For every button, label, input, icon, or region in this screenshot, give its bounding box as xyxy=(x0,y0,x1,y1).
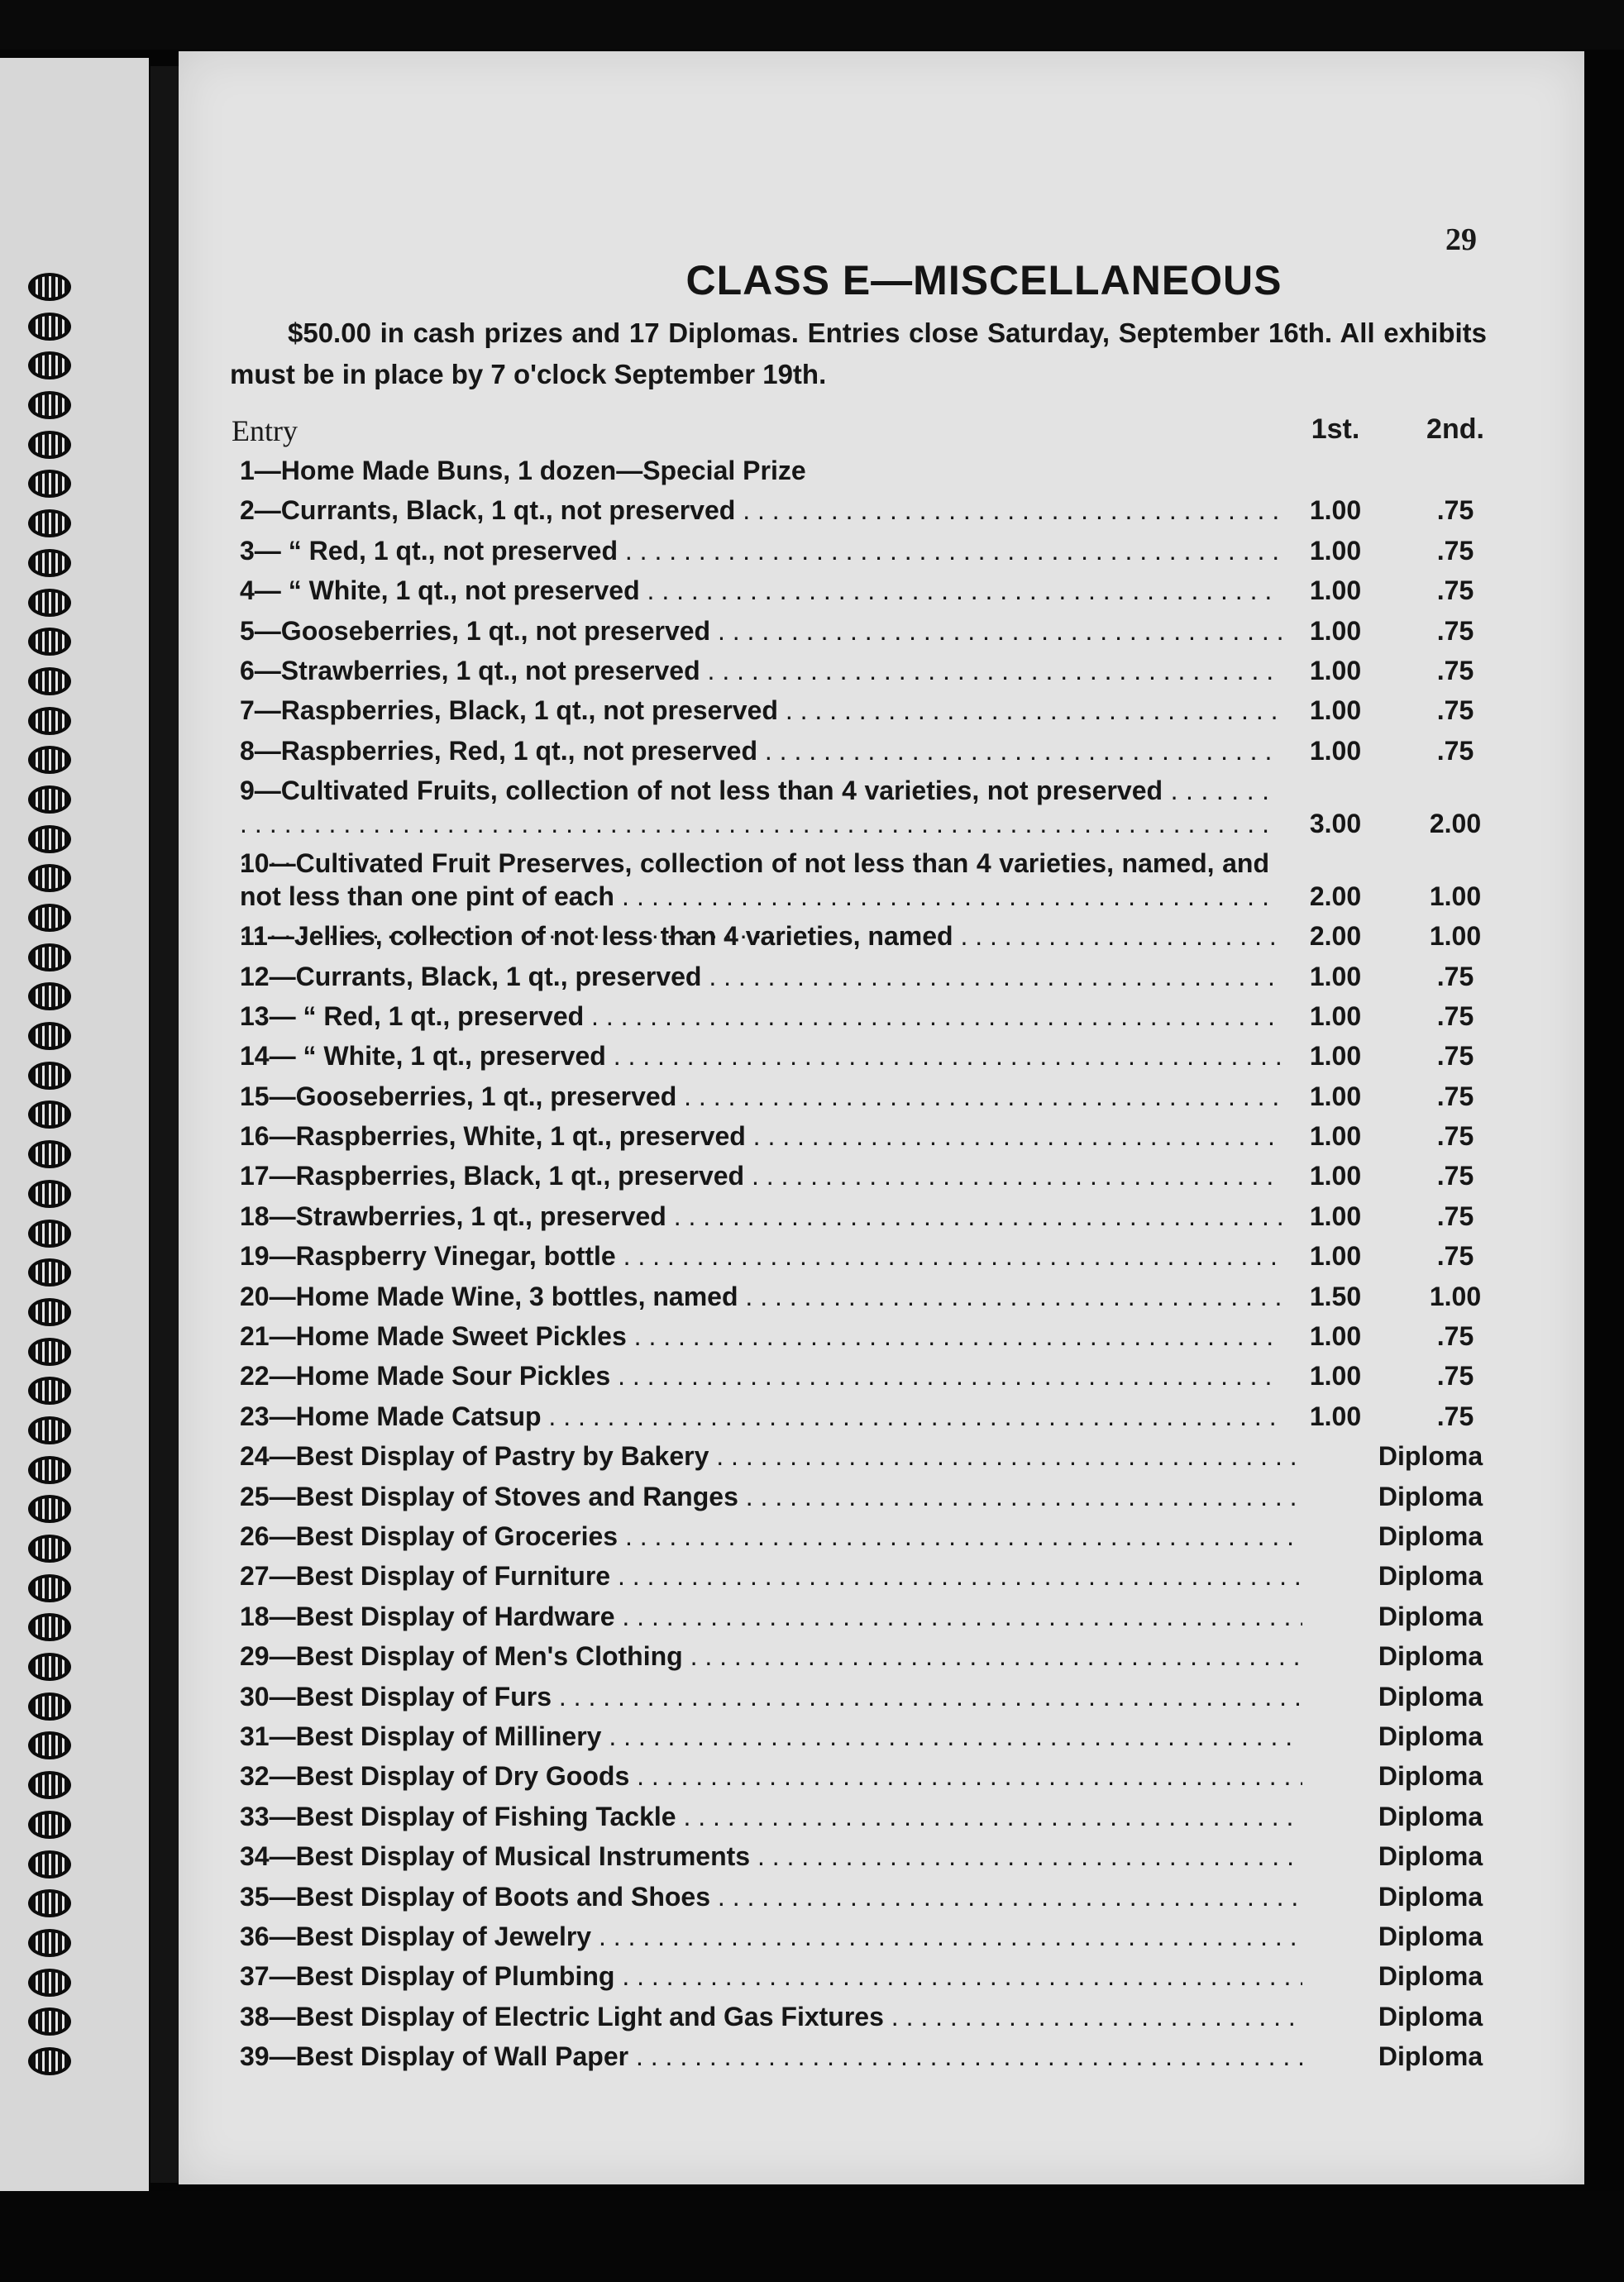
entry-description: 32—Best Display of Dry Goods . . . xyxy=(240,1759,1302,1793)
diploma-award: Diploma xyxy=(1378,1681,1483,1712)
diploma-award: Diploma xyxy=(1378,1721,1483,1751)
first-prize-amount: 1.00 xyxy=(1309,1201,1362,1231)
entry-row xyxy=(0,570,1624,610)
first-prize-amount: 1.00 xyxy=(1309,735,1362,766)
entry-description: 7—Raspberries, Black, 1 qt., not preserved . . . xyxy=(240,694,1282,727)
first-prize-amount: 1.00 xyxy=(1309,1321,1362,1352)
diploma-award: Diploma xyxy=(1378,1481,1483,1511)
entry-description: 37—Best Display of Plumbing . . . xyxy=(240,1960,1302,1993)
second-prize-amount: .75 xyxy=(1436,1361,1474,1392)
entry-row xyxy=(0,611,1624,651)
second-prize-amount: .75 xyxy=(1436,1161,1474,1191)
header-first-prize: 1st. xyxy=(1311,413,1360,445)
first-prize-amount: 2.00 xyxy=(1309,881,1362,912)
diploma-award: Diploma xyxy=(1378,1961,1483,1992)
header-second-prize: 2nd. xyxy=(1426,413,1484,445)
entry-description: 14— “ White, 1 qt., preserved . . . xyxy=(240,1039,1282,1072)
entry-row xyxy=(0,531,1624,570)
entry-description: 18—Strawberries, 1 qt., preserved . . . xyxy=(240,1200,1282,1233)
diploma-row xyxy=(0,1636,1624,1676)
diploma-row xyxy=(0,1836,1624,1876)
second-prize-amount: .75 xyxy=(1436,495,1474,526)
entry-row xyxy=(0,916,1624,956)
spiral-ring xyxy=(28,391,71,419)
entry-description: 10—Cultivated Fruit Preserves, collection of not less than 4 varieties, named, and not less than one pint of each . . . xyxy=(240,847,1269,946)
scan-bottom-border xyxy=(0,2191,1624,2282)
entry-description: 38—Best Display of Electric Light and Gas Fixtures . . . xyxy=(240,2000,1302,2033)
diploma-row xyxy=(0,1677,1624,1716)
first-prize-amount: 1.00 xyxy=(1309,1041,1362,1072)
diploma-row xyxy=(0,1436,1624,1476)
entry-description: 29—Best Display of Men's Clothing . . . xyxy=(240,1640,1302,1673)
second-prize-amount: 1.00 xyxy=(1429,921,1482,952)
diploma-award: Diploma xyxy=(1378,1641,1483,1672)
entry-description: 8—Raspberries, Red, 1 qt., not preserved . . . xyxy=(240,734,1282,767)
first-prize-amount: 1.50 xyxy=(1309,1281,1362,1311)
entry-row xyxy=(0,843,1624,916)
first-prize-amount: 1.00 xyxy=(1309,1241,1362,1272)
entry-description: 4— “ White, 1 qt., not preserved . . . xyxy=(240,574,1282,607)
entry-description: 21—Home Made Sweet Pickles . . . xyxy=(240,1320,1282,1353)
diploma-award: Diploma xyxy=(1378,1761,1483,1792)
first-prize-amount: 2.00 xyxy=(1309,921,1362,952)
first-prize-amount: 1.00 xyxy=(1309,1000,1362,1031)
first-prize-amount: 3.00 xyxy=(1309,809,1362,839)
entry-description: 5—Gooseberries, 1 qt., not preserved . . . xyxy=(240,614,1282,647)
entry-description: 17—Raspberries, Black, 1 qt., preserved . . . xyxy=(240,1159,1282,1192)
spiral-ring xyxy=(28,313,71,341)
diploma-row xyxy=(0,1756,1624,1796)
second-prize-amount: .75 xyxy=(1436,1241,1474,1272)
entry-description: 18—Best Display of Hardware . . . xyxy=(240,1600,1302,1633)
entry-row xyxy=(0,1156,1624,1196)
diploma-award: Diploma xyxy=(1378,1801,1483,1831)
entry-description: 6—Strawberries, 1 qt., not preserved . . . xyxy=(240,654,1282,687)
entry-description: 23—Home Made Catsup . . . xyxy=(240,1400,1282,1433)
scan-top-border xyxy=(0,0,1624,50)
diploma-award: Diploma xyxy=(1378,1921,1483,1951)
diploma-award: Diploma xyxy=(1378,1841,1483,1872)
first-prize-amount: 1.00 xyxy=(1309,961,1362,991)
entry-row xyxy=(0,1277,1624,1316)
diploma-row xyxy=(0,1877,1624,1917)
first-prize-amount: 1.00 xyxy=(1309,1361,1362,1392)
second-prize-amount: .75 xyxy=(1436,615,1474,646)
entry-description: 27—Best Display of Furniture . . . xyxy=(240,1559,1302,1592)
first-prize-amount: 1.00 xyxy=(1309,1121,1362,1152)
entry-row xyxy=(0,771,1624,843)
second-prize-amount: .75 xyxy=(1436,1321,1474,1352)
diploma-row xyxy=(0,1477,1624,1516)
entry-row xyxy=(0,1036,1624,1076)
entry-description: 3— “ Red, 1 qt., not preserved . . . xyxy=(240,534,1282,567)
first-prize-amount: 1.00 xyxy=(1309,615,1362,646)
entry-description: 34—Best Display of Musical Instruments . . . xyxy=(240,1840,1302,1873)
second-prize-amount: .75 xyxy=(1436,961,1474,991)
entry-description: 33—Best Display of Fishing Tackle . . . xyxy=(240,1800,1302,1833)
diploma-award: Diploma xyxy=(1378,1881,1483,1912)
entry-row xyxy=(0,996,1624,1036)
entry-description: 35—Best Display of Boots and Shoes . . . xyxy=(240,1880,1302,1913)
second-prize-amount: .75 xyxy=(1436,1000,1474,1031)
second-prize-amount: .75 xyxy=(1436,735,1474,766)
second-prize-amount: .75 xyxy=(1436,1041,1474,1072)
entry-description: 9—Cultivated Fruits, collection of not less than 4 varieties, not preserved . . . xyxy=(240,774,1269,873)
intro-paragraph: $50.00 in cash prizes and 17 Diplomas. Entries close Saturday, September 16th. All exhibits must be in place by 7 o'clock September 19th. xyxy=(230,317,1487,389)
entry-row xyxy=(0,490,1624,530)
second-prize-amount: .75 xyxy=(1436,695,1474,726)
second-prize-amount: 1.00 xyxy=(1429,881,1482,912)
diploma-award: Diploma xyxy=(1378,2001,1483,2031)
diploma-award: Diploma xyxy=(1378,1601,1483,1631)
entry-row xyxy=(0,1316,1624,1356)
entry-description: 13— “ Red, 1 qt., preserved . . . xyxy=(240,1000,1282,1033)
entry-description: 30—Best Display of Furs . . . xyxy=(240,1680,1302,1713)
class-title: CLASS E—MISCELLANEOUS xyxy=(685,257,1282,303)
entry-description: 39—Best Display of Wall Paper . . . xyxy=(240,2040,1302,2073)
entry-description: 15—Gooseberries, 1 qt., preserved . . . xyxy=(240,1080,1282,1113)
entry-description: 11—Jellies, collection of not less than 4 varieties, named . . . xyxy=(240,919,1282,952)
first-prize-amount: 1.00 xyxy=(1309,1081,1362,1111)
entry-description: 2—Currants, Black, 1 qt., not preserved . . . xyxy=(240,494,1282,527)
second-prize-amount: .75 xyxy=(1436,575,1474,606)
first-prize-amount: 1.00 xyxy=(1309,535,1362,566)
diploma-award: Diploma xyxy=(1378,1561,1483,1592)
entry-description: 19—Raspberry Vinegar, bottle . . . xyxy=(240,1239,1282,1272)
diploma-award: Diploma xyxy=(1378,1521,1483,1551)
first-prize-amount: 1.00 xyxy=(1309,695,1362,726)
entry-row xyxy=(0,1236,1624,1276)
entry-description: 1—Home Made Buns, 1 dozen—Special Prize xyxy=(240,456,806,485)
header-entry: Entry xyxy=(232,414,298,447)
diploma-award: Diploma xyxy=(1378,2041,1483,2072)
diploma-row xyxy=(0,1516,1624,1556)
first-prize-amount: 1.00 xyxy=(1309,575,1362,606)
entry-description: 26—Best Display of Groceries . . . xyxy=(240,1520,1302,1553)
second-prize-amount: .75 xyxy=(1436,535,1474,566)
entry-row xyxy=(0,651,1624,690)
first-prize-amount: 1.00 xyxy=(1309,1161,1362,1191)
entry-description: 25—Best Display of Stoves and Ranges . . . xyxy=(240,1480,1302,1513)
entry-description: 22—Home Made Sour Pickles . . . xyxy=(240,1359,1282,1392)
diploma-row xyxy=(0,1956,1624,1996)
entry-row xyxy=(0,1196,1624,1236)
entry-row xyxy=(0,1396,1624,1436)
entry-row xyxy=(0,1077,1624,1116)
second-prize-amount: .75 xyxy=(1436,655,1474,685)
entry-row xyxy=(0,731,1624,771)
diploma-row xyxy=(0,2036,1624,2076)
diploma-row xyxy=(0,1917,1624,1956)
entry-description: 20—Home Made Wine, 3 bottles, named . . . xyxy=(240,1280,1282,1313)
entry-row xyxy=(0,690,1624,730)
second-prize-amount: .75 xyxy=(1436,1081,1474,1111)
entry-row xyxy=(0,1356,1624,1396)
spiral-ring xyxy=(28,351,71,380)
diploma-row xyxy=(0,1716,1624,1756)
diploma-row xyxy=(0,1556,1624,1596)
entry-description: 36—Best Display of Jewelry . . . xyxy=(240,1920,1302,1953)
second-prize-amount: .75 xyxy=(1436,1401,1474,1431)
diploma-row xyxy=(0,1997,1624,2036)
entry-row xyxy=(0,451,1624,490)
entry-description: 16—Raspberries, White, 1 qt., preserved . . . xyxy=(240,1120,1282,1153)
diploma-award: Diploma xyxy=(1378,1441,1483,1472)
second-prize-amount: .75 xyxy=(1436,1121,1474,1152)
second-prize-amount: 2.00 xyxy=(1429,809,1482,839)
first-prize-amount: 1.00 xyxy=(1309,655,1362,685)
entry-row xyxy=(0,1116,1624,1156)
page-number: 29 xyxy=(1445,222,1477,257)
entry-description: 31—Best Display of Millinery . . . xyxy=(240,1720,1302,1753)
second-prize-amount: 1.00 xyxy=(1429,1281,1482,1311)
entry-description: 24—Best Display of Pastry by Bakery . . . xyxy=(240,1439,1302,1473)
prize-list xyxy=(0,451,1624,2076)
entry-row xyxy=(0,957,1624,996)
second-prize-amount: .75 xyxy=(1436,1201,1474,1231)
entry-description: 12—Currants, Black, 1 qt., preserved . . . xyxy=(240,960,1282,993)
diploma-row xyxy=(0,1797,1624,1836)
first-prize-amount: 1.00 xyxy=(1309,1401,1362,1431)
first-prize-amount: 1.00 xyxy=(1309,495,1362,526)
diploma-row xyxy=(0,1597,1624,1636)
